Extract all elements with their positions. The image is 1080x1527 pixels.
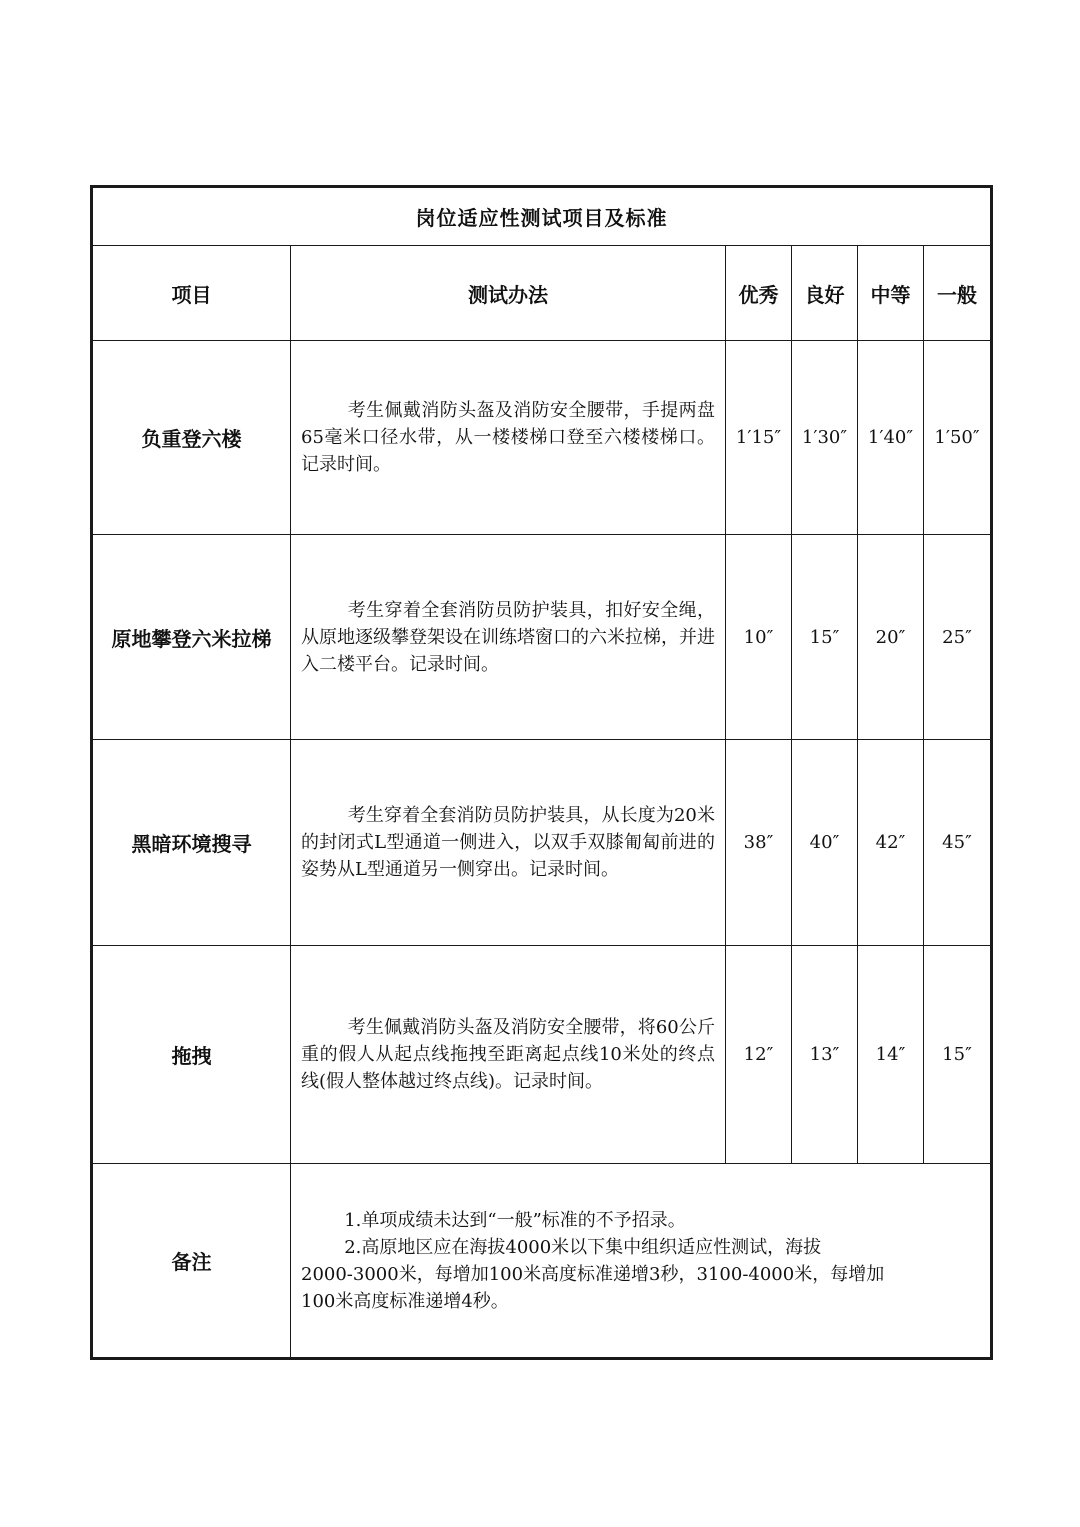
item-cell: 负重登六楼: [92, 341, 291, 535]
fair-cell: 15″: [924, 946, 992, 1164]
excellent-cell: 10″: [726, 535, 792, 740]
item-cell: 原地攀登六米拉梯: [92, 535, 291, 740]
good-cell: 13″: [792, 946, 858, 1164]
item-cell: 黑暗环境搜寻: [92, 740, 291, 946]
table-row: [92, 341, 992, 535]
excellent-cell: 1′15″: [726, 341, 792, 535]
fair-cell: 45″: [924, 740, 992, 946]
good-cell: 15″: [792, 535, 858, 740]
note-line-2: 2.高原地区应在海拔4000米以下集中组织适应性测试，海拔: [344, 1236, 822, 1258]
header-row: [92, 246, 992, 341]
medium-cell: 42″: [858, 740, 924, 946]
medium-cell: 14″: [858, 946, 924, 1164]
standards-table: [90, 185, 993, 1360]
table-row: [92, 535, 992, 740]
table-row: [92, 740, 992, 946]
note-line-3: 2000-3000米，每增加100米高度标准递增3秒，3100-4000米，每增加: [301, 1263, 885, 1285]
excellent-cell: 38″: [726, 740, 792, 946]
medium-cell: 20″: [858, 535, 924, 740]
fair-cell: 1′50″: [924, 341, 992, 535]
method-cell: 考生穿着全套消防员防护装具，扣好安全绳，从原地逐级攀登架设在训练塔窗口的六米拉梯，并进入二楼平台。记录时间。: [291, 535, 726, 740]
header-item: 项目: [92, 246, 291, 341]
note-line-1: 1.单项成绩未达到“一般”标准的不予招录。: [344, 1209, 686, 1231]
table-title: 岗位适应性测试项目及标准: [92, 187, 992, 246]
header-method: 测试办法: [291, 246, 726, 341]
table-row: [92, 946, 992, 1164]
note-line-4: 100米高度标准递增4秒。: [301, 1290, 509, 1312]
fair-cell: 25″: [924, 535, 992, 740]
excellent-cell: 12″: [726, 946, 792, 1164]
good-cell: 40″: [792, 740, 858, 946]
note-label: 备注: [92, 1164, 291, 1359]
method-cell: 考生佩戴消防头盔及消防安全腰带，将60公斤重的假人从起点线拖拽至距离起点线10米处的终点线(假人整体越过终点线)。记录时间。: [291, 946, 726, 1164]
header-good: 良好: [792, 246, 858, 341]
header-fair: 一般: [924, 246, 992, 341]
good-cell: 1′30″: [792, 341, 858, 535]
method-cell: 考生佩戴消防头盔及消防安全腰带，手提两盘65毫米口径水带，从一楼楼梯口登至六楼楼梯口。记录时间。: [291, 341, 726, 535]
header-excellent: 优秀: [726, 246, 792, 341]
note-content: [291, 1164, 992, 1359]
note-row: [92, 1164, 992, 1359]
header-medium: 中等: [858, 246, 924, 341]
item-cell: 拖拽: [92, 946, 291, 1164]
method-cell: 考生穿着全套消防员防护装具，从长度为20米的封闭式L型通道一侧进入，以双手双膝匍匐前进的姿势从L型通道另一侧穿出。记录时间。: [291, 740, 726, 946]
medium-cell: 1′40″: [858, 341, 924, 535]
title-row: [92, 187, 992, 246]
